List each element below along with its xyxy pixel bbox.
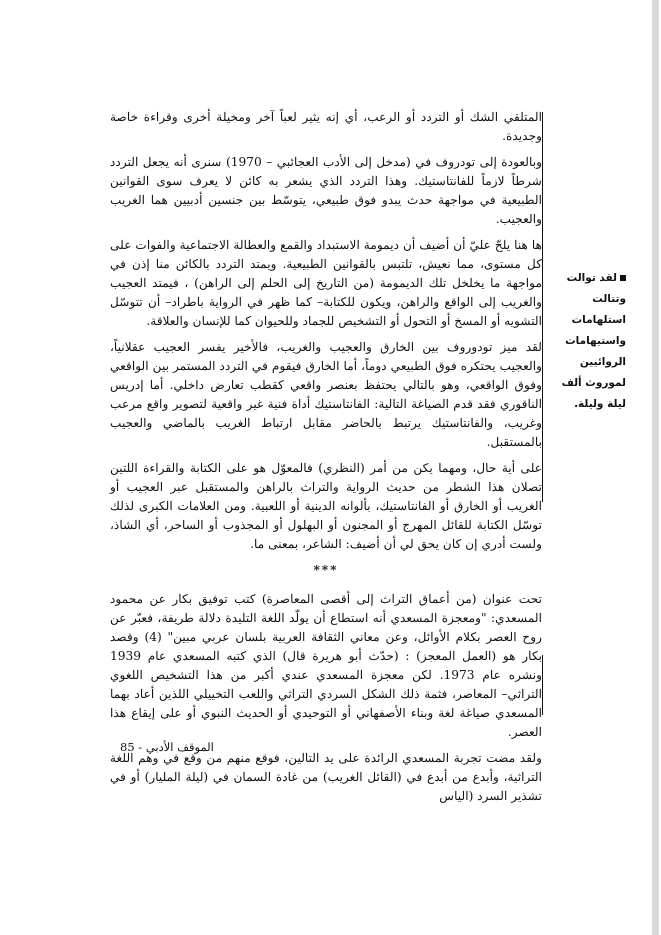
page-footer: الموقف الأدبي - 85 <box>120 740 214 754</box>
paragraph: ولقد مضت تجربة المسعدي الرائدة على يد التالين، فوقع منهم من وقع في وهم اللغة التراثية، وأبدع من أبدع في (القائل الغريب) من غادة السمان في (ليلة المليار) أو في تشذير السرد (الياس <box>110 751 542 803</box>
paragraph: تحت عنوان (من أعماق التراث إلى أقصى المعاصرة) كتب توفيق بكار عن محمود المسعدي: "ومعجزة المسعدي أنه استطاع أن يولّد اللغة التليدة دلالة طريفة، فعبّر عن روح العصر بكلام الأوائل، وعن معاني الثقافة العربية بلسان عربي مبين" (4) وقصد بكار هو (العمل المعجز) : (حدّث أبو هريرة قال) الذي كتبه المسعدي عام 1939 ونشره عام 1973. لكن معجزة المسعدي عندي أكبر من هذا التشخيص اللغوي التراثي– المعاصر، فثمة ذلك الشكل السردي التراثي واللعب التخييلي اللذين أعاد بهما المسعدي صياغة لغة وبناء الأصفهاني أو التوحيدي أو الحديث النبوي أو على إيقاع هذا العصر. <box>110 592 542 739</box>
paragraph: وبالعودة إلى تودروف في (مدخل إلى الأدب العجائبي – 1970) سنرى أنه يجعل التردد شرطاً لازماً للفانتاستيك. وهذا التردد الذي يشعر به كائن لا يعرف سوى القوانين الطبيعية في مواجهة حدث يبدو فوق طبيعي، يتوسّط بين جنسين أدبيين هما الغريب والعجيب. <box>110 155 542 226</box>
margin-rule-lower <box>542 655 543 715</box>
article-body <box>110 108 542 813</box>
sidebar-note <box>552 268 626 415</box>
paragraph: على أية حال، ومهما يكن من أمر (النظري) فالمعوّل هو على الكتابة والقراءة اللتين تصلان هذا الشطر من حديث الرواية والتراث بالراهن والمستقبل عبر العجيب أو الغريب أو الخارق أو الفانتاستيك، بألوانه الدينية أو اللعبية. ومن العلامات الكبرى لذلك توسّل الكتابة للقائل المهرج أو المجنون أو البهلول أو المجذوب أو الساحر، أي الشاذ، ولست أدري إن كان يحق لي أن أضيف: الشاعر، بمعنى ما. <box>110 461 542 551</box>
sidebar-note-text: لقد توالت وتتالت استلهامات واستيهامات الروائيين لموروث ألف ليلة وليلة. <box>561 272 626 410</box>
bullet-square-icon <box>620 275 626 281</box>
section-separator: *** <box>313 563 339 577</box>
margin-rule-upper <box>542 112 543 502</box>
page-edge-shadow <box>652 0 659 935</box>
paragraph: ها هنا يلحّ عليّ أن أضيف أن ديمومة الاستبداد والقمع والعطالة الاجتماعية والفوات على كل مستوى، مما نعيش، تلتبس بالقوانين الطبيعية. ويمتد التردد بالكائن منا إذن في مواجهة ما يخلخل تلك الديمومة (من التاريخ إلى الحلم إلى الراهن) ، فيمتد العجيب والغريب إلى الواقع والراهن، ويكون للكتابة– كما ظهر في الرواية باطراد– أن تتوسّل التشويه أو المسخ أو التحول أو التشخيص للجماد وللحيوان كما للإنسان والعلاقة. <box>110 238 542 328</box>
paragraph: المتلقي الشك أو التردد أو الرعب، أي إنه يثير لعباً آخر ومخيلة أخرى وقراءة خاصة وجديدة. <box>110 110 542 143</box>
paragraph: لقد ميز تودوروف بين الخارق والعجيب والغريب، فالأخير يفسر العجيب عقلانياً، والعجيب يحتكره فوق الطبيعي دوماً، أما الخارق فيقوم في التردد المستمر بين الواقعي وفوق الواقعي، وهو بالتالي يحتفظ بعنصر واقعي كقطب تعارض داخلي. أما إدريس الناقوري فقد قدم الصياغة التالية: الفانتاستيك أداة فنية غير واقعية لتصوير واقع مرعب وغريب، والفانتاستيك يرتبط بالحاضر مقابل ارتباط الغريب بالماضي والعجيب بالمستقبل. <box>110 340 542 449</box>
